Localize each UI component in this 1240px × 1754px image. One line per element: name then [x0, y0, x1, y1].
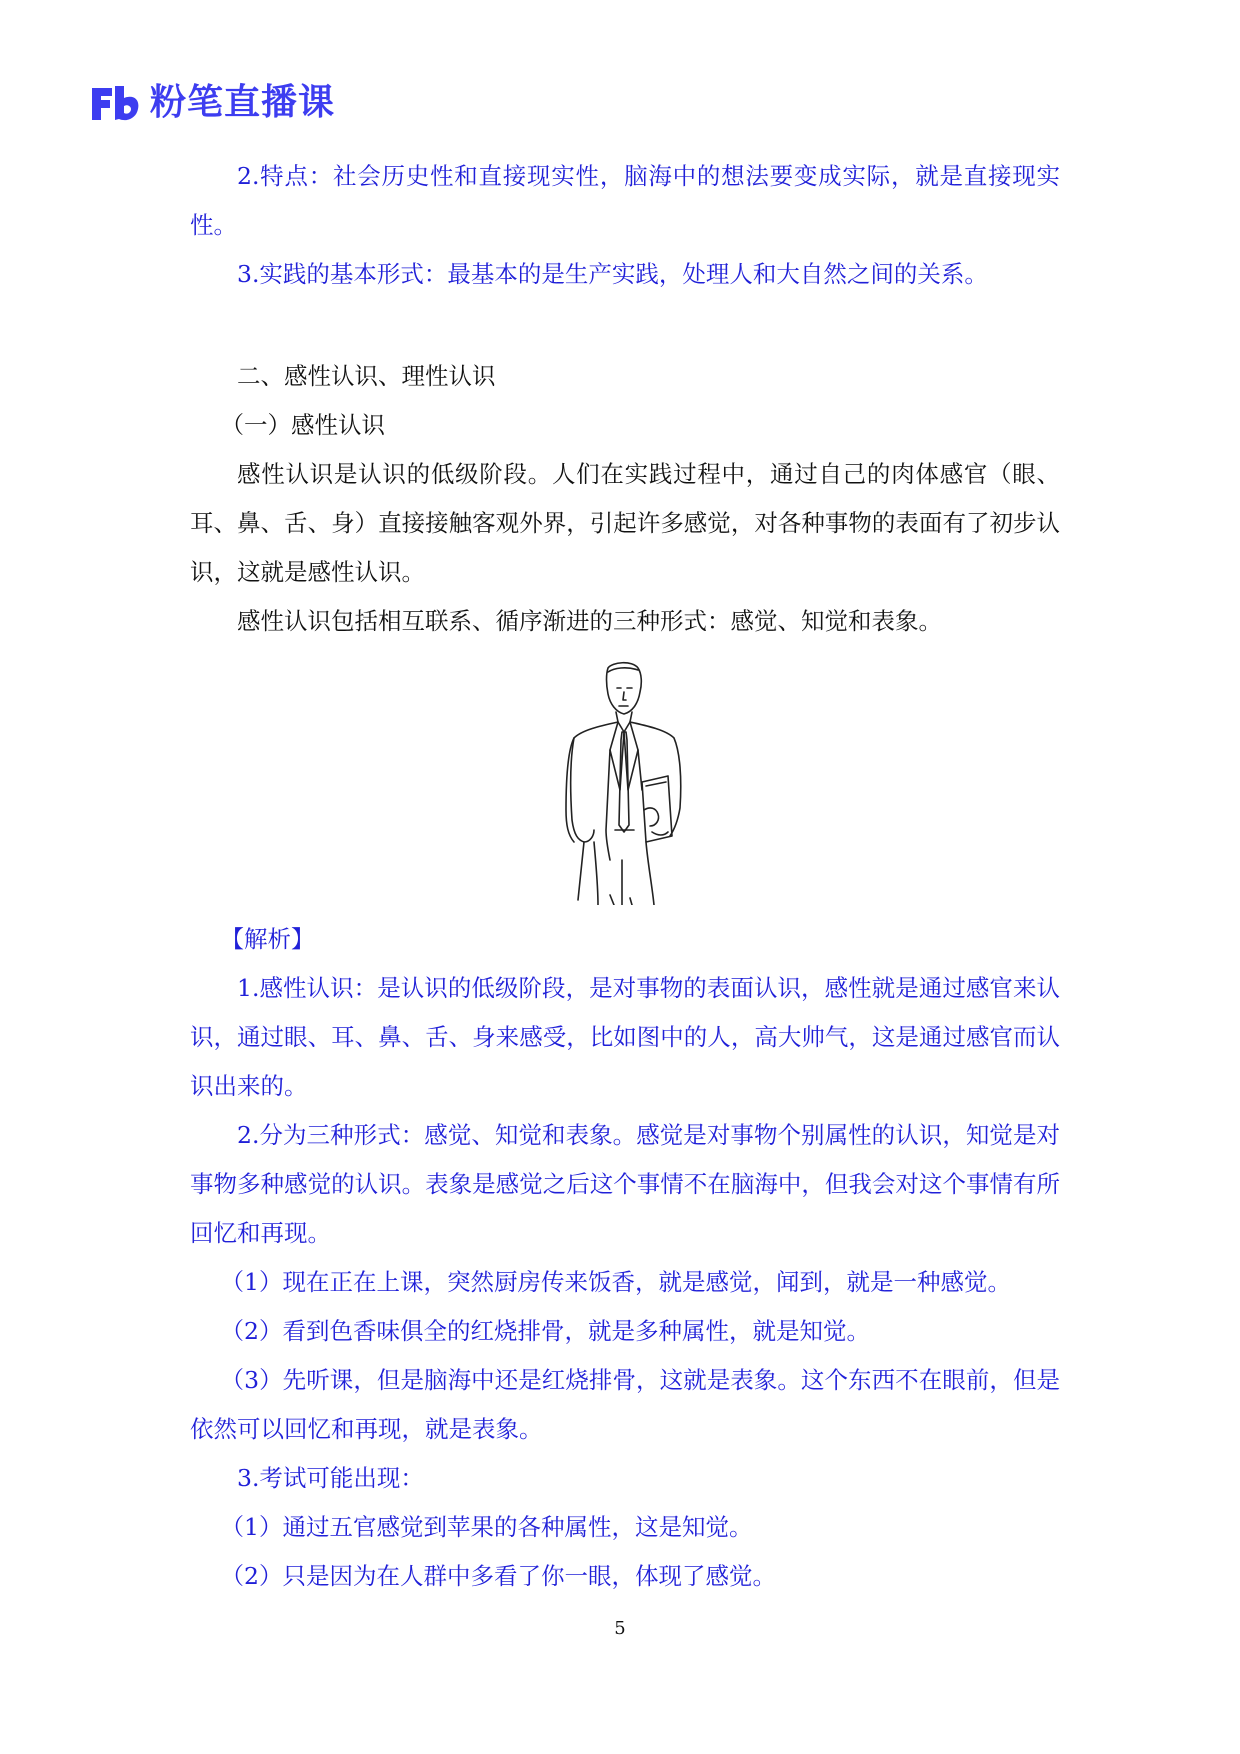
- analysis-point-2: 2.分为三种形式：感觉、知觉和表象。感觉是对事物个别属性的认识，知觉是对事物多种感觉的认识。表象是感觉之后这个事情不在脑海中，但我会对这个事情有所回忆和再现。: [190, 1121, 1060, 1247]
- example-1: （1）现在正在上课，突然厨房传来饭香，就是感觉，闻到，就是一种感觉。: [220, 1268, 1011, 1296]
- paragraph-three-forms: 感性认识包括相互联系、循序渐进的三种形式：感觉、知觉和表象。: [237, 607, 942, 635]
- page-number: 5: [614, 1618, 626, 1639]
- man-in-suit-illustration: [560, 660, 690, 905]
- section-heading: 二、感性认识、理性认识: [237, 362, 496, 390]
- fb-logo-icon: [88, 82, 140, 124]
- example-2: （2）看到色香味俱全的红烧排骨，就是多种属性，就是知觉。: [220, 1317, 870, 1345]
- exam-example-1: （1）通过五官感觉到苹果的各种属性，这是知觉。: [220, 1513, 753, 1541]
- analysis-point-3: 3.考试可能出现：: [237, 1464, 424, 1492]
- example-3: （3）先听课，但是脑海中还是红烧排骨，这就是表象。这个东西不在眼前，但是依然可以回忆和再现，就是表象。: [190, 1366, 1060, 1443]
- header-logo: [88, 80, 335, 126]
- paragraph-practice-forms: 3.实践的基本形式：最基本的是生产实践，处理人和大自然之间的关系。: [237, 260, 988, 288]
- paragraph-characteristics: 2.特点：社会历史性和直接现实性，脑海中的想法要变成实际，就是直接现实性。: [190, 162, 1060, 239]
- paragraph-perceptual-definition: 感性认识是认识的低级阶段。人们在实践过程中，通过自己的肉体感官（眼、耳、鼻、舌、身）直接接触客观外界，引起许多感觉，对各种事物的表面有了初步认识，这就是感性认识。: [190, 460, 1060, 586]
- analysis-point-1: 1.感性认识：是认识的低级阶段，是对事物的表面认识，感性就是通过感官来认识，通过眼、耳、鼻、舌、身来感受，比如图中的人，高大帅气，这是通过感官而认识出来的。: [190, 974, 1060, 1100]
- exam-example-2: （2）只是因为在人群中多看了你一眼，体现了感觉。: [220, 1562, 776, 1590]
- analysis-label: 【解析】: [220, 925, 315, 953]
- subsection-heading: （一）感性认识: [220, 411, 386, 439]
- document-body: [190, 152, 1060, 1601]
- figure-container: [190, 660, 1060, 905]
- logo-text: 粉笔直播课: [150, 82, 336, 123]
